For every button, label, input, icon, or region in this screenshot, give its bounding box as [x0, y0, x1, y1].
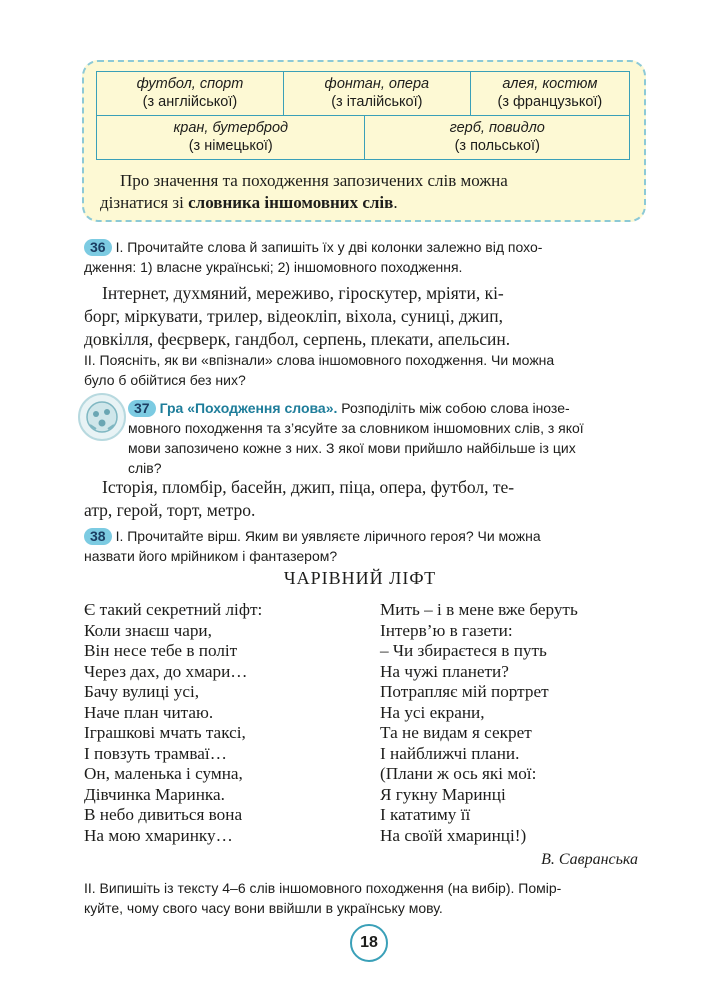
rule-prefix: дізнатися зі — [100, 193, 189, 212]
instruction-line: слів? — [128, 460, 162, 476]
table-cell — [364, 116, 629, 159]
exercise-36-task1 — [84, 237, 644, 277]
exercise-36-words — [84, 282, 646, 351]
table-cell — [470, 72, 629, 115]
poem-left-column — [84, 600, 262, 846]
cell-origin: (з англійської) — [142, 94, 238, 110]
poem-line: І найближчі плани. — [380, 743, 520, 763]
poem-line: Я гукну Маринці — [380, 784, 506, 804]
exercise-37-task — [128, 398, 648, 478]
poem-line: Є такий секретний ліфт: — [84, 600, 263, 619]
poem-line: В небо дивиться вона — [84, 805, 243, 824]
instruction-line: назвати його мрійником і фантазером? — [84, 548, 338, 564]
exercise-38-task1 — [84, 526, 646, 566]
poem-line: – Чи збираєтеся в путь — [380, 641, 547, 660]
poem-line: Наче план читаю. — [84, 702, 214, 722]
word-line: борг, міркувати, трилер, відеокліп, віхола, суниці, джип, — [84, 306, 503, 326]
instruction-line: мовного походження та з’ясуйте за словником іншомовних слів, з якої — [128, 420, 584, 436]
exercise-number-badge: 36 — [84, 239, 112, 256]
exercise-number-badge: 38 — [84, 528, 112, 545]
instruction-line: І. Прочитайте вірш. Яким ви уявляєте ліричного героя? Чи можна — [115, 528, 541, 544]
poem-line: Бачу вулиці усі, — [84, 682, 200, 701]
exercise-37-words — [84, 476, 646, 522]
rule-box — [82, 60, 646, 222]
table-cell — [97, 72, 283, 115]
poem-line: Потрапляє мій портрет — [380, 682, 549, 701]
poem-line: На мою хмаринку… — [84, 825, 233, 845]
rule-line — [100, 192, 630, 214]
poem-line: І кататиму її — [380, 805, 471, 824]
rule-bold-term: словника іншомовних слів — [188, 193, 394, 212]
table-row — [97, 72, 629, 115]
word-line: довкілля, феєрверк, гандбол, серпень, плекати, апельсин. — [84, 329, 511, 349]
poem-line: На своїй хмаринці!) — [380, 825, 527, 845]
poem-line: Інтерв’ю в газети: — [380, 620, 513, 640]
loanwords-table — [96, 71, 630, 160]
poem-right-column — [380, 600, 578, 846]
poem-line: На чужі планети? — [380, 661, 509, 681]
table-row — [97, 115, 629, 159]
cell-words: футбол, спорт — [136, 76, 244, 92]
poem-line: Он, маленька і сумна, — [84, 764, 243, 783]
game-icon — [78, 393, 126, 441]
cell-words: герб, повидло — [449, 120, 545, 136]
poem-line: Через дах, до хмари… — [84, 661, 248, 681]
poem-line: Коли знаєш чари, — [84, 620, 212, 640]
cell-words: фонтан, опера — [324, 76, 430, 92]
instruction-line: Розподіліть між собою слова інозе- — [337, 400, 570, 416]
word-line: атр, герой, торт, метро. — [84, 500, 256, 520]
word-line: Інтернет, духмяний, мереживо, гіроскутер, мріяти, кі- — [102, 283, 504, 303]
poem-line: (Плани ж ось які мої: — [380, 764, 537, 783]
poem-line: Іграшкові мчать таксі, — [84, 723, 246, 742]
poem-line: Він несе тебе в політ — [84, 641, 238, 660]
cell-origin: (з італійської) — [331, 94, 423, 110]
poem-line: На усі екрани, — [380, 702, 485, 722]
instruction-line: дження: 1) власне українські; 2) іншомовного походження. — [84, 259, 463, 275]
cell-origin: (з польської) — [454, 138, 540, 154]
poem-line: Мить – і в мене вже беруть — [380, 600, 578, 619]
exercise-number-badge: 37 — [128, 400, 156, 417]
word-line: Історія, пломбір, басейн, джип, піца, опера, футбол, те- — [102, 477, 515, 497]
instruction-line: І. Прочитайте слова й запишіть їх у дві колонки залежно від похо- — [115, 239, 543, 255]
rule-line: Про значення та походження запозичених слів можна — [120, 171, 508, 190]
instruction-line: куйте, чому свого часу вони ввійшли в українську мову. — [84, 900, 443, 916]
instruction-line: мови запозичено кожне з них. З якої мови прийшло найбільше із цих — [128, 440, 576, 456]
poem-line: І повзуть трамваї… — [84, 743, 227, 763]
cell-words: алея, костюм — [502, 76, 598, 92]
poem-author: В. Савранська — [541, 851, 638, 868]
table-cell — [97, 116, 364, 159]
cell-words: кран, бутерброд — [173, 120, 289, 136]
rule-suffix: . — [393, 193, 398, 212]
poem-line: Та не видам я секрет — [380, 723, 532, 742]
table-cell — [283, 72, 470, 115]
cell-origin: (з німецької) — [188, 138, 273, 154]
page-number: 18 — [350, 924, 388, 962]
instruction-line: ІІ. Поясніть, як ви «впізнали» слова іншомовного походження. Чи можна — [84, 352, 555, 368]
cell-origin: (з французької) — [497, 94, 603, 110]
instruction-line: було б обійтися без них? — [84, 372, 246, 388]
game-title: Гра «Походження слова». — [159, 400, 338, 416]
rule-text — [100, 170, 630, 214]
poem-title: ЧАРІВНИЙ ЛІФТ — [283, 568, 437, 588]
poem-line: Дівчинка Маринка. — [84, 784, 225, 804]
exercise-38-task2 — [84, 878, 646, 918]
exercise-36-task2 — [84, 350, 646, 390]
instruction-line: ІІ. Випишіть із тексту 4–6 слів іншомовного походження (на вибір). Помір- — [84, 880, 562, 896]
